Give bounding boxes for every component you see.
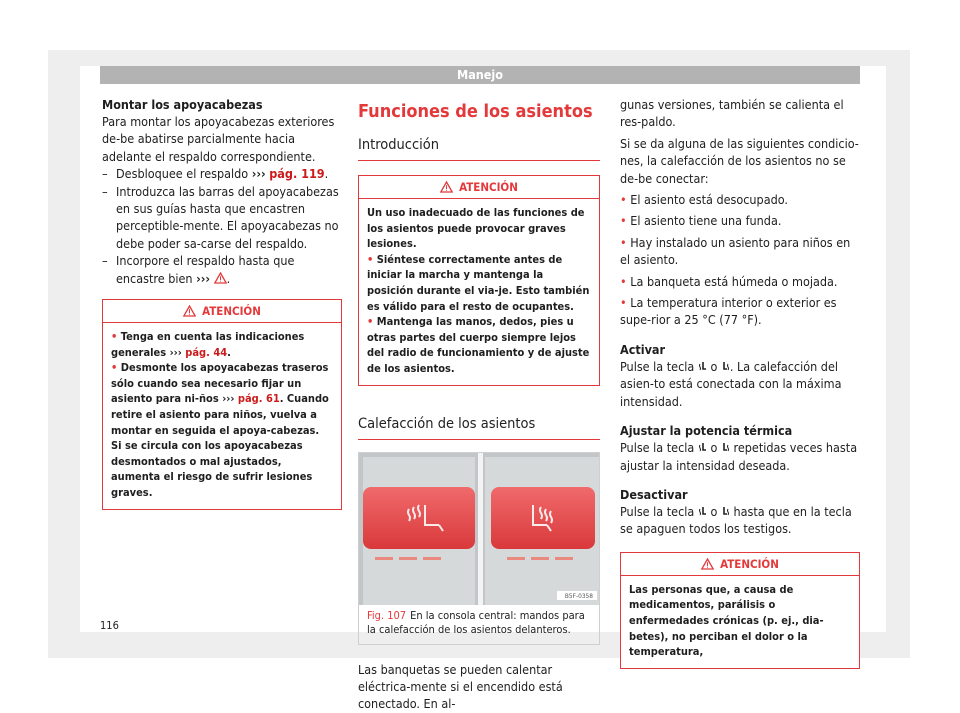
seat-heat-left-icon <box>698 442 707 454</box>
list-item: • La banqueta está húmeda o mojada. <box>620 273 838 289</box>
warning-box-temperature <box>620 552 860 669</box>
seat-heat-left-icon <box>698 361 707 373</box>
seat-heating-buttons-illustration <box>359 453 599 605</box>
warning-triangle-icon <box>183 305 196 317</box>
page-number: 116 <box>100 619 119 632</box>
warning-triangle-icon[interactable] <box>214 272 227 284</box>
warning-header <box>359 176 599 199</box>
column-middle <box>358 101 600 713</box>
figure-caption <box>359 605 599 644</box>
para-continued: gunas versiones, también se calienta el res-paldo. <box>620 97 844 130</box>
warning-title: ATENCIÓN <box>459 180 518 194</box>
warning-header <box>621 553 859 576</box>
figure-code: B5F-0358 <box>564 591 593 600</box>
ajustar-heading: Ajustar la potencia térmica <box>620 423 793 439</box>
warning-header <box>103 300 341 323</box>
warning-body <box>103 323 341 509</box>
headrest-intro: Para montar los apoyacabezas exteriores de-be abatirse parcialmente hacia adelante el respaldo correspondiente. <box>102 114 335 164</box>
warning-link-61[interactable]: pág. 61 <box>237 392 280 406</box>
list-item: • El asiento está desocupado. <box>620 192 788 208</box>
warning-body <box>359 199 599 385</box>
step-1: – Desbloquee el respaldo ››› pág. 119. <box>102 165 342 182</box>
step-3-text: Incorpore el respaldo hasta que encastre bien <box>116 253 295 286</box>
warning-body <box>621 576 859 668</box>
console-photo <box>359 453 599 605</box>
headrest-heading: Montar los apoyacabezas <box>102 97 263 112</box>
activar-text: Pulse la tecla o . La calefacción del asien-to está conectada con la máxima intensidad. <box>620 358 842 409</box>
warning-box-headrest <box>102 299 342 510</box>
cross-reference-arrows-icon: ››› <box>251 166 266 182</box>
warning-text: Las personas que, a causa de medicamentos, parálisis o enfermedades crónicas (p. ej., dia-betes), no perciban el dolor o la temperatura, <box>629 582 824 659</box>
column-left <box>102 96 342 510</box>
warning-item: • Desmonte los apoyacabezas traseros sólo cuando sea necesario fijar un asiento para ni-ños ››› pág. 61. Cuando retire el asiento para niños, vuelva a montar en seguida el apoya-cabezas. Si se circula con los apoyacabezas desmontados o mal ajustados, aumenta el riesgo de sufrir lesiones graves. <box>111 361 329 499</box>
cross-reference-arrows-icon: ››› <box>196 270 211 286</box>
warning-triangle-icon <box>440 181 453 193</box>
desactivar-heading: Desactivar <box>620 486 688 502</box>
cross-reference-arrows-icon: ››› <box>169 345 182 359</box>
warning-box-functions <box>358 175 600 386</box>
list-item: • El asiento tiene una funda. <box>620 213 782 229</box>
warning-item: • Mantenga las manos, dedos, pies u otras partes del cuerpo siempre lejos del radio de funcionamiento y de ajuste de los asientos. <box>367 315 590 375</box>
seat-heating-para: Las banquetas se pueden calentar eléctrica-mente si el encendido está conectado. En al- <box>358 661 563 712</box>
intro-heading: Introducción <box>358 135 600 161</box>
section-header: Manejo <box>100 66 860 84</box>
seat-heat-right-icon <box>721 442 730 454</box>
desactivar-text: Pulse la tecla o hasta que en la tecla se apaguen todos los testigos. <box>620 503 852 537</box>
activar-heading: Activar <box>620 341 666 357</box>
seat-heat-right-icon <box>721 506 730 518</box>
warning-link-44[interactable]: pág. 44 <box>185 345 228 359</box>
conditions-list <box>620 191 860 329</box>
warning-triangle-icon <box>701 558 714 570</box>
seat-heating-heading: Calefacción de los asientos <box>358 414 600 440</box>
warning-item: • Siéntese correctamente antes de iniciar la marcha y mantenga la posición durante el via-je. Esto también es válido para el resto de ocupantes. <box>367 252 590 313</box>
cross-reference-arrows-icon: ››› <box>222 392 235 406</box>
step-1-text: Desbloquee el respaldo <box>116 166 252 182</box>
seat-heat-right-icon <box>721 361 730 373</box>
step-2: – Introduzca las barras del apoyacabezas en sus guías hasta que encastren perceptible-mente. El apoyacabezas no debe poder sa-carse del respaldo. <box>102 183 342 253</box>
step-3: – Incorpore el respaldo hasta que encastre bien ››› . <box>102 252 342 287</box>
warning-title: ATENCIÓN <box>720 556 779 571</box>
step-1-link[interactable]: pág. 119 <box>269 166 325 182</box>
list-item: • La temperatura interior o exterior es supe-rior a 25 °C (77 °F). <box>620 295 837 328</box>
figure-107 <box>358 452 600 645</box>
ajustar-text: Pulse la tecla o repetidas veces hasta ajustar la intensidad deseada. <box>620 440 858 473</box>
list-item: • Hay instalado un asiento para niños en el asiento. <box>620 234 851 268</box>
warning-item: • Tenga en cuenta las indicaciones generales ››› pág. 44. <box>111 330 305 359</box>
conditions-intro: Si se da alguna de las siguientes condicio-nes, la calefacción de los asientos no se de-be conectar: <box>620 135 859 186</box>
seat-heat-left-icon <box>698 506 707 518</box>
figure-caption-text: En la consola central: mandos para la calefacción de los asientos delanteros. <box>367 608 585 637</box>
warning-title: ATENCIÓN <box>202 304 261 319</box>
figure-number: Fig. 107 <box>367 608 407 622</box>
chapter-title: Funciones de los asientos <box>358 101 593 122</box>
column-right <box>620 96 860 669</box>
warning-lead: Un uso inadecuado de las funciones de los asientos puede provocar graves lesiones. <box>367 206 585 251</box>
